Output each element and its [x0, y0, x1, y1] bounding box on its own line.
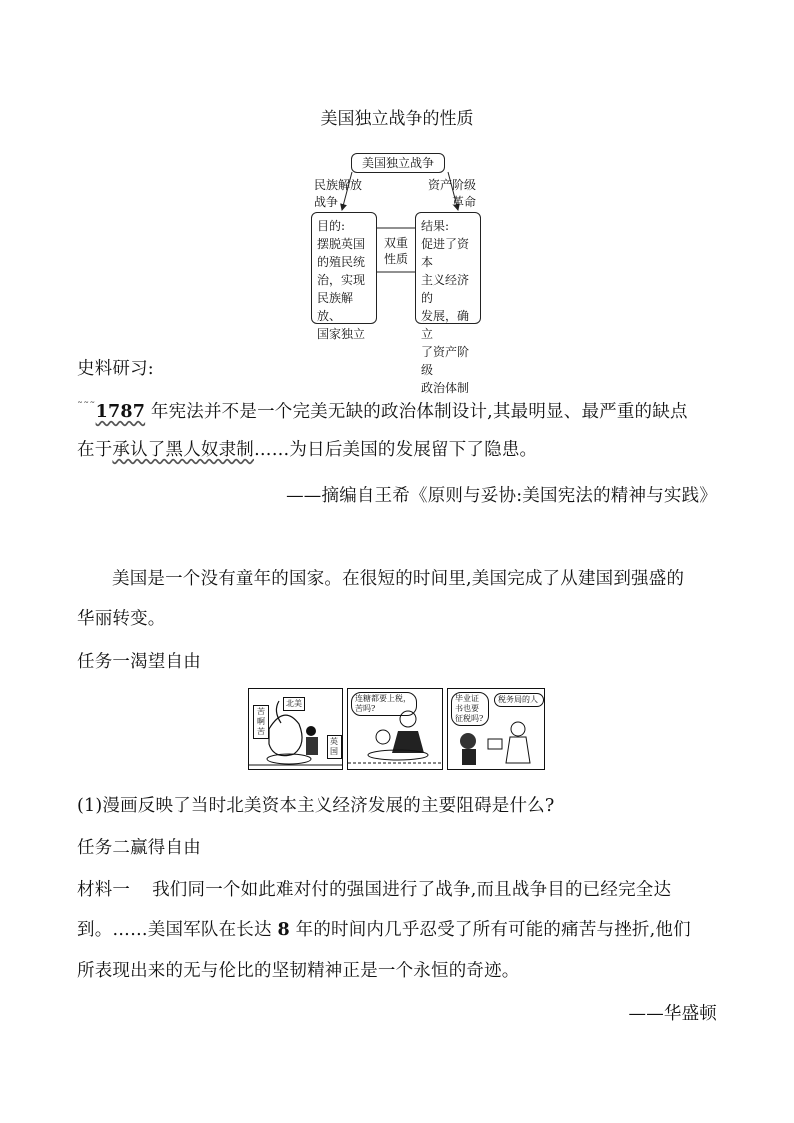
- left-label-line1: 民族解放: [314, 178, 363, 192]
- purpose-line: 的殖民统: [317, 255, 366, 269]
- material1-line1: [77, 876, 671, 901]
- material1-line3: 所表现出来的无与伦比的坚韧精神正是一个永恒的奇迹。: [77, 961, 520, 981]
- intro-line1: 美国是一个没有童年的国家。在很短的时间里,美国完成了从建国到强盛的: [112, 569, 685, 589]
- material1-line2: [77, 916, 691, 941]
- purpose-line: 摆脱英国: [317, 237, 366, 251]
- result-line: 政治体制: [421, 381, 470, 395]
- material1-text: 我们同一个如此难对付的强国进行了战争,而且战争目的已经完全达: [152, 880, 672, 900]
- britain-sign: 英国: [327, 735, 342, 759]
- study-paragraph-line1: [77, 398, 688, 423]
- material1-label: 材料一: [77, 880, 131, 900]
- study-text: 在于: [77, 440, 113, 460]
- year-1787: 1787: [95, 402, 146, 422]
- result-line: 促进了资本: [421, 237, 470, 269]
- study-heading: 史料研习:: [77, 359, 154, 379]
- result-line: 结果:: [421, 219, 450, 233]
- wavy-mark-icon: ˜˜˜: [77, 400, 96, 414]
- suffering-sign: 苦 啊 苦: [253, 705, 269, 739]
- north-america-sign: 北美: [283, 697, 305, 711]
- diagram-top-box: 美国独立战争: [351, 153, 445, 173]
- center-label-line1: 双重: [384, 236, 409, 250]
- comic-panel-2: [347, 688, 443, 770]
- material1-text: 到。……美国军队在长达: [77, 920, 278, 940]
- diploma-tax-bubble: 毕业证书也要征税吗?: [451, 692, 489, 726]
- purpose-box: [311, 212, 377, 341]
- goose-illustration: [249, 689, 343, 770]
- purpose-line: 国家独立: [317, 327, 366, 341]
- purpose-line: 民族解放、: [317, 291, 354, 323]
- task1-heading: 任务一渴望自由: [77, 652, 201, 672]
- right-label-line2: 革命: [452, 195, 477, 209]
- result-box: [415, 212, 481, 395]
- study-source: ——摘编自王希《原则与妥协:美国宪法的精神与实践》: [286, 486, 717, 506]
- result-line: 了资产阶级: [421, 345, 470, 377]
- material1-text: 年的时间内几乎忍受了所有可能的痛苦与挫折,他们: [289, 920, 691, 940]
- comic-panel-3: [447, 688, 545, 770]
- underlined-phrase: 承认了黑人奴隶制: [112, 440, 255, 460]
- center-label-line2: 性质: [384, 252, 409, 266]
- purpose-line: 目的:: [317, 219, 346, 233]
- study-text: 年宪法并不是一个完美无缺的政治体制设计,其最明显、最严重的缺点: [145, 402, 688, 422]
- study-paragraph-line2: [77, 436, 537, 461]
- task2-heading: 任务二赢得自由: [77, 838, 201, 858]
- comic-panel-1: [248, 688, 343, 770]
- left-label-line2: 战争: [314, 195, 339, 209]
- result-line: 主义经济的: [421, 273, 470, 305]
- intro-line2: 华丽转变。: [77, 609, 166, 629]
- result-line: 发展，确立: [421, 309, 470, 341]
- comic-strip: [248, 688, 545, 770]
- sugar-tax-bubble: 连糖都要上税，苦吗?: [351, 692, 417, 716]
- years-number: 8: [277, 920, 290, 940]
- tea-table-illustration: [348, 689, 443, 770]
- page-title: 美国独立战争的性质: [320, 109, 474, 129]
- tax-officer-bubble: 税务局的人: [494, 693, 544, 707]
- purpose-line: 治，实现: [317, 273, 366, 287]
- material1-source: ——华盛顿: [628, 1004, 717, 1024]
- study-text: ……为日后美国的发展留下了隐患。: [254, 440, 538, 460]
- right-label-line1: 资产阶级: [428, 178, 477, 192]
- tax-office-illustration: [448, 689, 545, 770]
- task1-question: (1)漫画反映了当时北美资本主义经济发展的主要阻碍是什么?: [77, 796, 555, 816]
